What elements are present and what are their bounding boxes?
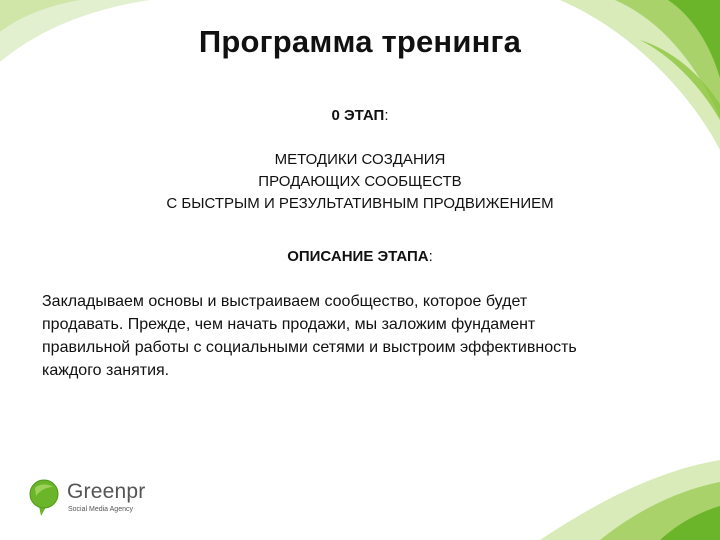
- description-line: каждого занятия.: [42, 362, 170, 379]
- description-label: [0, 248, 720, 265]
- stage-name-line: С БЫСТРЫМ И РЕЗУЛЬТАТИВНЫМ ПРОДВИЖЕНИЕМ: [166, 195, 554, 212]
- logo-tagline: Social Media Agency: [68, 506, 133, 513]
- stage-name: [0, 149, 720, 215]
- logo-name: Greenpr: [67, 480, 146, 503]
- stage-label: [0, 107, 720, 124]
- greenpr-logo: [27, 478, 167, 520]
- description-line: Закладываем основы и выстраиваем сообщество, которое будет: [42, 293, 528, 310]
- stage-label-text: 0 ЭТАП: [331, 107, 385, 124]
- description-label-text: ОПИСАНИЕ ЭТАПА: [287, 248, 429, 265]
- description-line: правильной работы с социальными сетями и выстроим эффективность: [42, 339, 577, 356]
- stage-label-colon: :: [384, 107, 389, 124]
- description-text: [42, 290, 662, 382]
- description-line: продавать. Прежде, чем начать продажи, мы заложим фундамент: [42, 316, 536, 333]
- description-label-colon: :: [428, 248, 433, 265]
- slide-title: Программа тренинга: [198, 24, 522, 59]
- stage-name-line: МЕТОДИКИ СОЗДАНИЯ: [274, 151, 446, 168]
- stage-name-line: ПРОДАЮЩИХ СООБЩЕСТВ: [258, 173, 462, 190]
- green-leaf-bubble-icon: [27, 478, 63, 518]
